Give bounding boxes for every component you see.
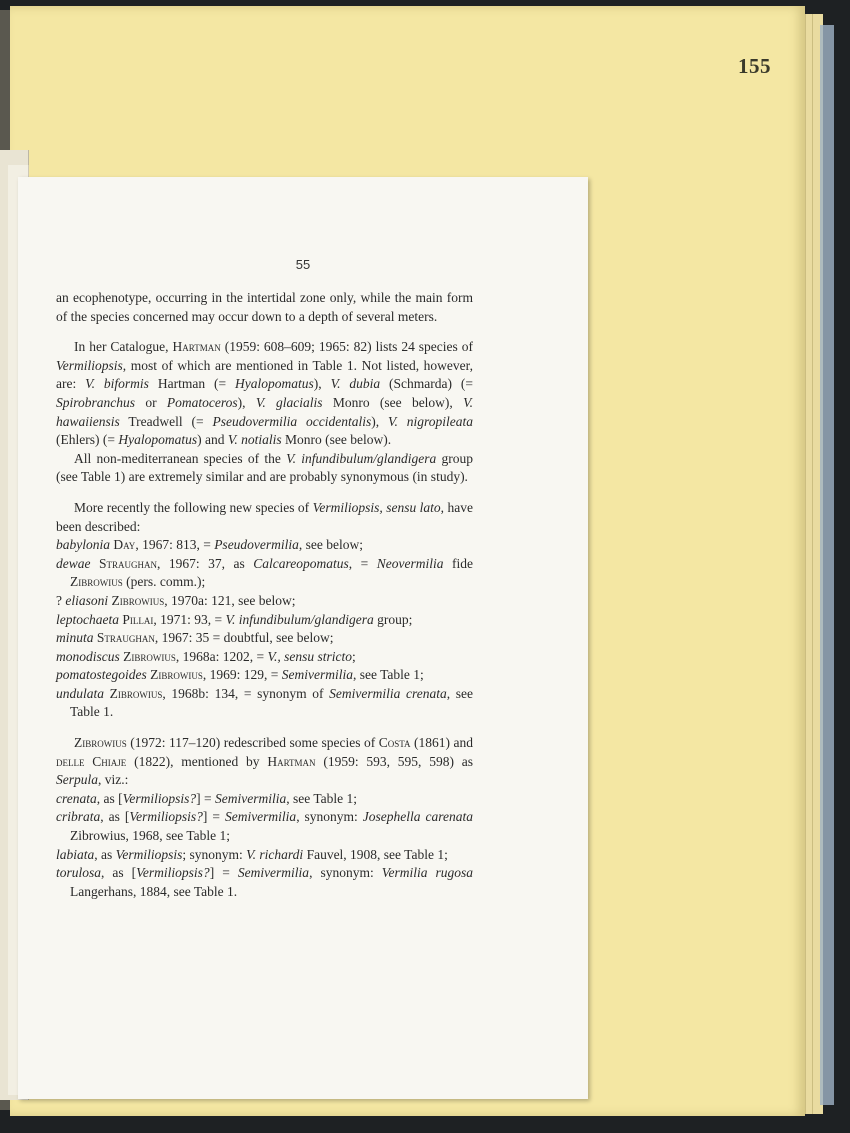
text-run: , as [: [101, 865, 137, 881]
text-run: ?: [56, 592, 66, 608]
author-name: Zibrowius: [123, 648, 176, 664]
italic-text: Hyalopomatus: [235, 376, 314, 392]
text-run: (1972: 117–120) redescribed some species of: [126, 735, 379, 751]
species-entry: [56, 648, 473, 667]
italic-text: Hyalopomatus: [118, 432, 198, 448]
italic-text: Vermilia rugosa: [381, 865, 474, 881]
text-run: , as: [94, 846, 116, 862]
italic-text: V. dubia: [330, 376, 381, 392]
text-run: , 1967: 813, =: [135, 537, 215, 553]
species-entry: [56, 685, 473, 722]
text-run: Fauvel, 1908, see Table 1;: [303, 846, 448, 862]
text-run: Monro (see below).: [281, 432, 392, 448]
text-run: More recently the following new species of: [74, 499, 313, 515]
text-run: , see Table 1.: [70, 685, 473, 720]
author-name: Zibrowius: [111, 592, 165, 608]
text-run: , 1967: 35 = doubtful, see below;: [154, 630, 334, 646]
text-run: , 1968b: 134, = synonym of: [162, 685, 330, 701]
author-name: Costa: [378, 735, 411, 751]
paragraph: [56, 338, 473, 450]
italic-text: undulata: [56, 685, 105, 701]
italic-text: cribrata: [56, 809, 101, 825]
italic-text: Serpula: [56, 772, 98, 788]
paragraph: [56, 289, 473, 326]
page-body: [56, 289, 473, 901]
text-run: ),: [371, 413, 389, 429]
species-entry: [56, 790, 473, 809]
italic-text: V. glacialis: [255, 394, 323, 410]
species-entry: [56, 808, 473, 845]
text-run: All non-mediterranean species of the: [74, 450, 287, 466]
italic-text: pomatostegoides: [56, 667, 147, 683]
text-run: ),: [313, 376, 331, 392]
italic-text: Vermiliopsis?: [129, 809, 203, 825]
text-run: ] =: [202, 809, 225, 825]
text-run: group (see Table 1) are extremely similar and are probably synonymous (in study).: [56, 450, 474, 485]
text-run: ] =: [209, 865, 238, 881]
text-run: , see Table 1;: [286, 790, 358, 806]
text-run: , 1968a: 1202, =: [175, 648, 268, 664]
italic-text: V. hawaiiensis: [56, 394, 474, 429]
text-run: ] =: [196, 790, 215, 806]
italic-text: Semivermilia: [224, 809, 297, 825]
italic-text: Vermiliopsis: [115, 846, 183, 862]
folder-side-strip: [820, 25, 834, 1105]
text-run: (1861) and: [410, 735, 474, 751]
author-name: Zibrowius: [70, 574, 123, 590]
italic-text: minuta: [56, 630, 94, 646]
text-run: , as [: [96, 790, 123, 806]
text-run: ; synonym:: [182, 846, 247, 862]
italic-text: V. infundibulum/glandigera: [286, 450, 437, 466]
species-entry: [56, 629, 473, 648]
text-run: [91, 556, 100, 571]
italic-text: Semivermilia: [215, 790, 287, 806]
italic-text: Vermiliopsis?: [136, 865, 210, 881]
paragraph-gap: [56, 326, 473, 338]
species-entry: [56, 666, 473, 685]
text-run: , most of which are mentioned in Table 1. Not listed, however, are:: [56, 357, 473, 392]
italic-text: Semivermilia: [237, 865, 310, 881]
text-run: , 1969: 129, =: [202, 667, 282, 683]
italic-text: V. nigropileata: [388, 413, 474, 429]
text-run: , see below;: [298, 537, 364, 553]
text-run: ),: [237, 394, 256, 410]
folder-page-number: 155: [738, 54, 771, 78]
author-name: delle Chiaje: [56, 753, 127, 769]
document-page: [18, 177, 588, 1099]
italic-text: crenata: [56, 790, 97, 806]
italic-text: dewae: [56, 555, 91, 571]
paragraph-gap: [56, 487, 473, 499]
text-run: , =: [348, 555, 377, 571]
species-entry: [56, 864, 473, 901]
italic-text: Spirobranchus: [56, 394, 136, 410]
text-run: Zibrowius, 1968, see Table 1;: [70, 828, 231, 844]
italic-text: Pseudovermilia occidentalis: [212, 413, 372, 429]
italic-text: V. infundibulum/glandigera: [225, 611, 374, 627]
text-run: , 1970a: 121, see below;: [164, 592, 296, 608]
author-name: Zibrowius: [150, 667, 203, 683]
text-run: (pers. comm.);: [122, 574, 206, 590]
species-entry: [56, 846, 473, 865]
italic-text: Pseudovermilia: [214, 537, 299, 553]
author-name: Zibrowius: [109, 685, 163, 701]
italic-text: babylonia: [56, 537, 110, 553]
text-run: group;: [373, 611, 413, 627]
italic-text: Calcareopomatus: [253, 555, 349, 571]
text-run: , as [: [100, 809, 130, 825]
italic-text: Vermiliopsis?: [122, 790, 197, 806]
species-entry: [56, 592, 473, 611]
italic-text: labiata: [56, 846, 95, 862]
text-run: , synonym:: [309, 865, 382, 881]
italic-text: V. richardi: [246, 846, 304, 862]
italic-text: Josephella carenata: [362, 809, 473, 825]
italic-text: V. notialis: [227, 432, 282, 448]
italic-text: Semivermilia: [281, 667, 353, 683]
author-name: Straughan: [96, 630, 155, 646]
page-number: 55: [295, 257, 311, 272]
text-run: Hartman (=: [148, 376, 236, 392]
text-run: , see Table 1;: [352, 667, 424, 683]
author-name: Hartman: [267, 753, 316, 769]
text-run: (1822), mentioned by: [126, 753, 268, 769]
species-entry: [56, 611, 473, 630]
author-name: Day: [113, 537, 136, 553]
text-run: , 1971: 93, =: [153, 611, 226, 627]
text-run: ;: [352, 648, 356, 664]
species-entry: [56, 555, 473, 592]
text-run: or: [135, 394, 167, 410]
text-run: an ecophenotype, occurring in the intertidal zone only, while the main form of the species concerned may occur down to a depth of several meters.: [56, 290, 473, 324]
text-run: (Ehlers) (=: [56, 432, 119, 448]
paragraph: [56, 734, 473, 790]
paragraph-gap: [56, 722, 473, 734]
text-run: , have been described:: [56, 499, 473, 534]
italic-text: Neovermilia: [376, 555, 444, 571]
text-run: (Schmarda) (=: [380, 376, 474, 392]
italic-text: Pomatoceros: [166, 394, 238, 410]
text-run: In her Catalogue,: [74, 339, 173, 355]
species-entry: [56, 536, 473, 555]
text-run: fide: [443, 555, 474, 571]
author-name: Pillai: [122, 611, 154, 627]
text-run: , viz.:: [98, 772, 129, 788]
text-run: Treadwell (=: [119, 413, 213, 429]
italic-text: V. biformis: [85, 376, 149, 392]
italic-text: Semivermilia crenata: [329, 685, 447, 701]
italic-text: torulosa: [56, 865, 102, 881]
text-run: Monro (see below),: [322, 394, 464, 410]
paragraph: [56, 499, 473, 536]
text-run: (1959: 608–609; 1965: 82) lists 24 species of: [220, 339, 474, 355]
author-name: Straughan: [99, 555, 158, 571]
italic-text: Vermiliopsis, sensu lato: [312, 499, 441, 515]
text-run: (1959: 593, 595, 598) as: [315, 753, 473, 769]
paragraph: [56, 450, 473, 487]
text-run: , 1967: 37, as: [157, 555, 254, 571]
author-name: Zibrowius: [74, 735, 127, 751]
text-run: Langerhans, 1884, see Table 1.: [70, 883, 238, 899]
author-name: Hartman: [172, 339, 221, 355]
italic-text: Vermiliopsis: [56, 357, 123, 373]
italic-text: V., sensu stricto: [267, 648, 352, 664]
text-run: , synonym:: [296, 809, 363, 825]
italic-text: eliasoni: [65, 592, 109, 608]
italic-text: leptochaeta: [56, 611, 119, 627]
italic-text: monodiscus: [56, 648, 120, 664]
text-run: ) and: [197, 432, 228, 448]
